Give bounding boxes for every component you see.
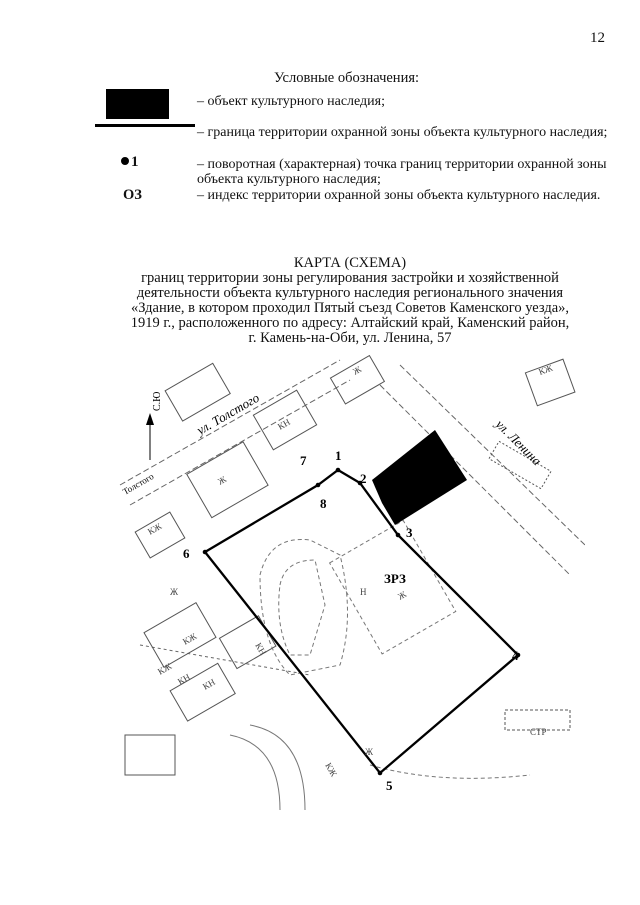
point-label: 5 (386, 778, 393, 793)
legend-text: – объект культурного наследия; (197, 94, 385, 109)
map-title (0, 256, 640, 346)
map-svg (110, 345, 585, 810)
legend-title: Условные обозначения: (274, 70, 420, 86)
point-label: 6 (183, 546, 190, 561)
building-label: КЖ (156, 661, 174, 677)
map-title-line: границ территории зоны регулирования застройки и хозяйственной (141, 270, 559, 286)
turning-point (378, 771, 383, 776)
point-label: 8 (320, 496, 327, 511)
turning-points (203, 468, 521, 776)
point-label: 3 (406, 525, 413, 540)
map-title-line: «Здание, в котором проходил Пятый съезд Советов Каменского уезда», (130, 300, 570, 316)
map-scheme (110, 345, 585, 810)
street-label: Толстого (121, 471, 156, 497)
north-arrow-icon (146, 413, 154, 460)
legend-text: – поворотная (характерная) точка границ территории охранной зоны объекта культурного наследия; (197, 157, 607, 187)
building-label: Ж (170, 587, 179, 597)
legend-text: – граница территории охранной зоны объекта культурного наследия; (197, 125, 608, 140)
building-label: Н (360, 587, 367, 597)
map-title-heading: КАРТА (СХЕМА) (293, 255, 407, 271)
street-label: ул. Толстого (194, 389, 262, 438)
inner-contours (260, 520, 530, 778)
street-label: ул. Ленина (492, 416, 545, 469)
building-label: КЖ (146, 521, 164, 537)
building-label: КЖ (323, 761, 339, 779)
map-title-line: деятельности объекта культурного наследия регионального значения (136, 285, 564, 301)
point-label: 2 (360, 471, 367, 486)
turning-point (396, 533, 401, 538)
object-symbol (106, 89, 169, 119)
building-label: КН (201, 676, 217, 692)
legend-text: – индекс территории охранной зоны объекта культурного наследия. (197, 188, 601, 203)
building-label: КН (276, 416, 292, 432)
building-label: СТР (530, 727, 547, 737)
zone-index-symbol: ОЗ (123, 187, 142, 203)
zone-boundary (205, 470, 518, 773)
turning-point (316, 483, 321, 488)
point-dot-icon (121, 157, 129, 165)
turning-point-symbol: 1 (121, 155, 139, 170)
building-label: КЖ (181, 631, 199, 647)
boundary-line-symbol (95, 124, 195, 127)
building-label: Ж (216, 474, 228, 487)
point-label: 4 (512, 648, 519, 663)
building-label: КН (253, 641, 269, 657)
building-label: Ж (396, 589, 408, 602)
building-label: Ж (365, 747, 374, 757)
heritage-object (372, 430, 467, 525)
point-label: 1 (335, 448, 342, 463)
street-lines (120, 360, 585, 675)
map-title-line: 1919 г., расположенного по адресу: Алтайский край, Каменский район, (130, 315, 570, 331)
map-title-line: г. Камень-на-Оби, ул. Ленина, 57 (248, 330, 452, 346)
building-label: КЖ (537, 362, 554, 377)
point-label: 7 (300, 453, 307, 468)
turning-point (336, 468, 341, 473)
building-label: КН (176, 671, 192, 687)
zone-label: ЗРЗ (384, 571, 406, 586)
north-label: С.Ю (152, 391, 163, 411)
point-labels (183, 448, 519, 793)
turning-point (203, 550, 208, 555)
page-number: 12 (590, 30, 605, 46)
building-label: Ж (351, 364, 363, 377)
